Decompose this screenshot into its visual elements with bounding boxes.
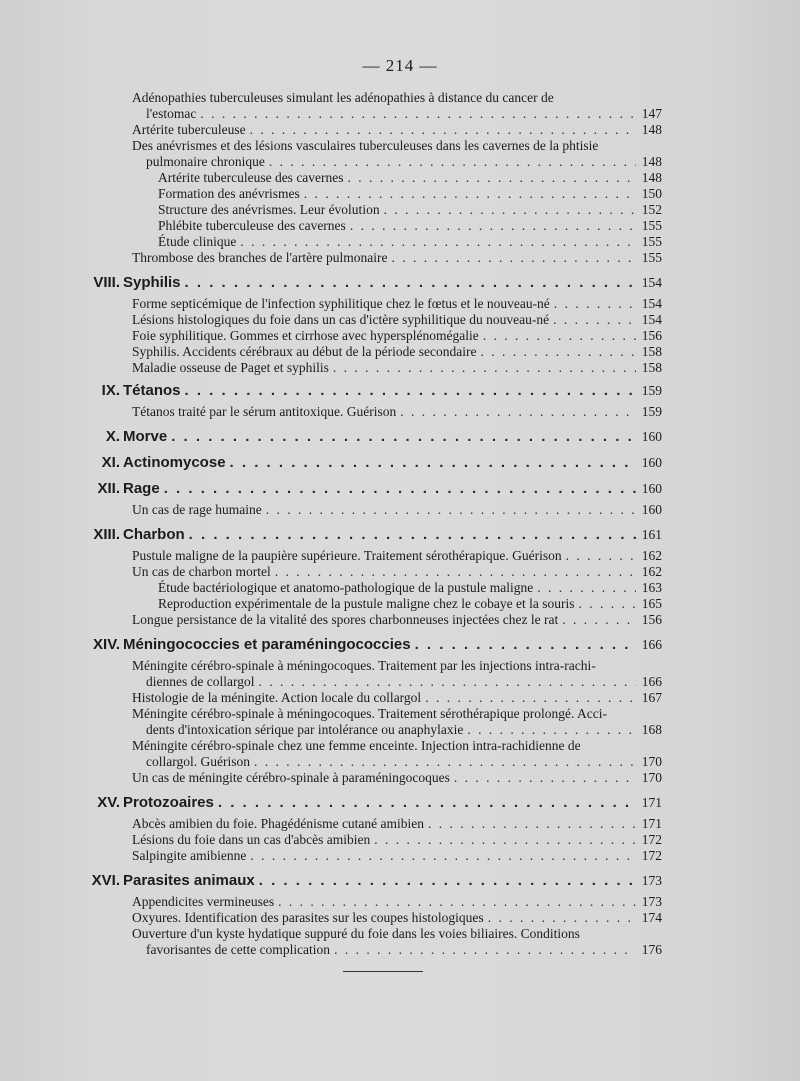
section-numeral: IX.	[101, 382, 120, 399]
entry-page-number: 162	[641, 548, 662, 563]
entry-title: Forme septicémique de l'infection syphilitique chez le fœtus et le nouveau-né	[132, 296, 550, 311]
leader-dots	[428, 816, 636, 832]
entry-page-number: 174	[641, 910, 662, 925]
toc-entry	[0, 674, 800, 690]
entry-title: Lésions du foie dans un cas d'abcès amibien	[132, 832, 371, 847]
toc-entry	[0, 722, 800, 738]
entry-page-number: 148	[641, 170, 662, 185]
entry-title: Longue persistance de la vitalité des spores charbonneuses injectées chez le rat	[132, 612, 559, 627]
toc-section-heading	[0, 382, 800, 400]
entry-title: Artérite tuberculeuse	[132, 122, 246, 137]
entry-page-number: 172	[641, 848, 662, 863]
entry-page-number: 168	[641, 722, 662, 737]
entry-title: Lésions histologiques du foie dans un cas d'ictère syphilitique du nouveau-né	[132, 312, 550, 327]
entry-page-number: 171	[641, 795, 662, 810]
leader-dots	[258, 674, 636, 690]
entry-page-number: 158	[641, 344, 662, 359]
entry-page-number: 172	[641, 832, 662, 847]
leader-dots	[269, 154, 636, 170]
toc-entry	[0, 360, 800, 376]
entry-title: Tétanos traité par le sérum antitoxique. Guérison	[132, 404, 397, 419]
toc-entry	[0, 90, 800, 106]
entry-title: Méningite cérébro-spinale à méningocoques. Traitement par les injections intra-rachi-	[132, 658, 596, 673]
entry-page-number: 160	[641, 429, 662, 444]
entry-title: Syphilis. Accidents cérébraux au début de la période secondaire	[132, 344, 477, 359]
toc-entry	[0, 170, 800, 186]
section-title: Protozoaires	[123, 794, 214, 811]
leader-dots	[350, 218, 636, 234]
leader-dots	[333, 360, 636, 376]
toc-section-heading	[0, 454, 800, 472]
toc-entry	[0, 580, 800, 596]
toc-entry	[0, 218, 800, 234]
entry-title: Phlébite tuberculeuse des cavernes	[158, 218, 346, 233]
leader-dots	[483, 328, 636, 344]
leader-dots	[391, 250, 636, 266]
entry-title: Artérite tuberculeuse des cavernes	[158, 170, 344, 185]
leader-dots	[275, 564, 636, 580]
section-numeral: VIII.	[93, 274, 120, 291]
leader-dots	[488, 910, 636, 926]
entry-page-number: 160	[641, 455, 662, 470]
entry-page-number: 154	[641, 312, 662, 327]
entry-title: Étude bactériologique et anatomo-pathologique de la pustule maligne	[158, 580, 534, 595]
entry-title: Thrombose des branches de l'artère pulmonaire	[132, 250, 388, 265]
entry-title: Ouverture d'un kyste hydatique suppuré du foie dans les voies biliaires. Conditions	[132, 926, 580, 941]
leader-dots	[254, 754, 636, 770]
entry-title: Appendicites vermineuses	[132, 894, 275, 909]
entry-title: Abcès amibien du foie. Phagédénisme cutané amibien	[132, 816, 425, 831]
toc-section-heading	[0, 636, 800, 654]
entry-title: Foie syphilitique. Gommes et cirrhose avec hypersplénomégalie	[132, 328, 479, 343]
leader-dots	[553, 312, 636, 328]
entry-title: Salpingite amibienne	[132, 848, 247, 863]
toc-section-heading	[0, 428, 800, 446]
entry-page-number: 152	[641, 202, 662, 217]
closing-rule	[343, 971, 423, 972]
leader-dots	[467, 722, 636, 738]
entry-page-number: 166	[641, 674, 662, 689]
leader-dots	[185, 382, 636, 398]
entry-page-number: 150	[641, 186, 662, 201]
entry-title: Un cas de rage humaine	[132, 502, 262, 517]
leader-dots	[384, 202, 636, 218]
section-numeral: XII.	[97, 480, 120, 497]
leader-dots	[304, 186, 636, 202]
toc-entry	[0, 832, 800, 848]
toc-entry	[0, 202, 800, 218]
entry-title: Maladie osseuse de Paget et syphilis	[132, 360, 329, 375]
toc-entry	[0, 690, 800, 706]
entry-page-number: 154	[641, 275, 662, 290]
page-number: — 214 —	[362, 56, 438, 75]
toc-entry	[0, 894, 800, 910]
leader-dots	[230, 454, 636, 470]
toc-section-heading	[0, 274, 800, 292]
entry-title: l'estomac	[146, 106, 197, 121]
toc-entry	[0, 312, 800, 328]
section-numeral: XVI.	[91, 872, 120, 889]
toc-entry	[0, 296, 800, 312]
entry-page-number: 167	[641, 690, 662, 705]
entry-title: Histologie de la méningite. Action locale du collargol	[132, 690, 422, 705]
toc-entry	[0, 910, 800, 926]
entry-page-number: 155	[641, 234, 662, 249]
section-numeral: XI.	[101, 454, 120, 471]
toc-entry	[0, 154, 800, 170]
entry-page-number: 160	[641, 481, 662, 496]
section-title: Syphilis	[123, 274, 181, 291]
leader-dots	[164, 480, 636, 496]
leader-dots	[278, 894, 636, 910]
toc-entry	[0, 596, 800, 612]
entry-page-number: 159	[641, 404, 662, 419]
entry-title: Formation des anévrismes	[158, 186, 300, 201]
section-numeral: XV.	[97, 794, 120, 811]
entry-title: Reproduction expérimentale de la pustule maligne chez le cobaye et la souris	[158, 596, 575, 611]
entry-title: Un cas de méningite cérébro-spinale à paraméningocoques	[132, 770, 450, 785]
entry-page-number: 165	[641, 596, 662, 611]
entry-page-number: 160	[641, 502, 662, 517]
section-title: Parasites animaux	[123, 872, 255, 889]
toc-entry	[0, 706, 800, 722]
leader-dots	[562, 612, 636, 628]
entry-page-number: 158	[641, 360, 662, 375]
entry-title: diennes de collargol	[146, 674, 255, 689]
leader-dots	[240, 234, 636, 250]
leader-dots	[259, 872, 636, 888]
toc-entry	[0, 344, 800, 360]
section-numeral: X.	[105, 428, 120, 445]
leader-dots	[189, 526, 636, 542]
section-numeral: XIII.	[93, 526, 120, 543]
entry-page-number: 148	[641, 154, 662, 169]
entry-title: pulmonaire chronique	[146, 154, 265, 169]
toc-entry	[0, 816, 800, 832]
entry-title: collargol. Guérison	[146, 754, 250, 769]
leader-dots	[374, 832, 636, 848]
toc-entry	[0, 548, 800, 564]
entry-title: Pustule maligne de la paupière supérieure. Traitement sérothérapique. Guérison	[132, 548, 562, 563]
toc-entry	[0, 328, 800, 344]
leader-dots	[348, 170, 636, 186]
toc-entry	[0, 106, 800, 122]
toc-entry	[0, 612, 800, 628]
toc-section-heading	[0, 526, 800, 544]
entry-title: dents d'intoxication sérique par intolérance ou anaphylaxie	[146, 722, 464, 737]
toc-entry	[0, 754, 800, 770]
toc-entry	[0, 658, 800, 674]
entry-page-number: 161	[641, 527, 662, 542]
toc-entry	[0, 502, 800, 518]
entry-page-number: 173	[641, 894, 662, 909]
entry-title: Des anévrismes et des lésions vasculaires tuberculeuses dans les cavernes de la phtisie	[132, 138, 599, 153]
entry-title: Adénopathies tuberculeuses simulant les adénopathies à distance du cancer de	[132, 90, 554, 105]
entry-title: Un cas de charbon mortel	[132, 564, 271, 579]
leader-dots	[537, 580, 636, 596]
entry-page-number: 155	[641, 218, 662, 233]
entry-page-number: 163	[641, 580, 662, 595]
entry-title: favorisantes de cette complication	[146, 942, 331, 957]
leader-dots	[415, 636, 636, 652]
section-title: Tétanos	[123, 382, 181, 399]
section-title: Morve	[123, 428, 168, 445]
toc-entry	[0, 564, 800, 580]
entry-title: Structure des anévrismes. Leur évolution	[158, 202, 380, 217]
leader-dots	[200, 106, 636, 122]
section-title: Charbon	[123, 526, 185, 543]
leader-dots	[578, 596, 636, 612]
leader-dots	[554, 296, 636, 312]
entry-page-number: 155	[641, 250, 662, 265]
toc-entry	[0, 122, 800, 138]
toc-section-heading	[0, 794, 800, 812]
leader-dots	[266, 502, 636, 518]
leader-dots	[400, 404, 636, 420]
entry-title: Étude clinique	[158, 234, 237, 249]
entry-page-number: 156	[641, 328, 662, 343]
entry-page-number: 154	[641, 296, 662, 311]
toc-entry	[0, 250, 800, 266]
section-title: Méningococcies et paraméningococcies	[123, 636, 411, 653]
toc-section-heading	[0, 872, 800, 890]
entry-title: Méningite cérébro-spinale chez une femme enceinte. Injection intra-rachidienne de	[132, 738, 581, 753]
entry-page-number: 176	[641, 942, 662, 957]
leader-dots	[334, 942, 636, 958]
toc-entry	[0, 738, 800, 754]
entry-title: Oxyures. Identification des parasites sur les coupes histologiques	[132, 910, 484, 925]
toc-section-heading	[0, 480, 800, 498]
entry-page-number: 170	[641, 754, 662, 769]
leader-dots	[218, 794, 636, 810]
entry-page-number: 148	[641, 122, 662, 137]
section-title: Rage	[123, 480, 160, 497]
entry-page-number: 159	[641, 383, 662, 398]
toc-entry	[0, 138, 800, 154]
leader-dots	[250, 848, 636, 864]
leader-dots	[185, 274, 636, 290]
entry-page-number: 171	[641, 816, 662, 831]
leader-dots	[566, 548, 636, 564]
entry-page-number: 162	[641, 564, 662, 579]
leader-dots	[250, 122, 636, 138]
entry-title: Méningite cérébro-spinale à méningocoques. Traitement sérothérapique prolongé. Acci-	[132, 706, 607, 721]
toc-entry	[0, 942, 800, 958]
entry-page-number: 166	[641, 637, 662, 652]
section-numeral: XIV.	[93, 636, 120, 653]
toc-entry	[0, 926, 800, 942]
toc-entry	[0, 234, 800, 250]
leader-dots	[425, 690, 636, 706]
entry-page-number: 170	[641, 770, 662, 785]
section-title: Actinomycose	[123, 454, 226, 471]
toc-entry	[0, 770, 800, 786]
leader-dots	[454, 770, 636, 786]
leader-dots	[481, 344, 636, 360]
toc-entry	[0, 848, 800, 864]
toc-entry	[0, 404, 800, 420]
entry-page-number: 156	[641, 612, 662, 627]
entry-page-number: 147	[641, 106, 662, 121]
entry-page-number: 173	[641, 873, 662, 888]
toc-entry	[0, 186, 800, 202]
leader-dots	[171, 428, 636, 444]
